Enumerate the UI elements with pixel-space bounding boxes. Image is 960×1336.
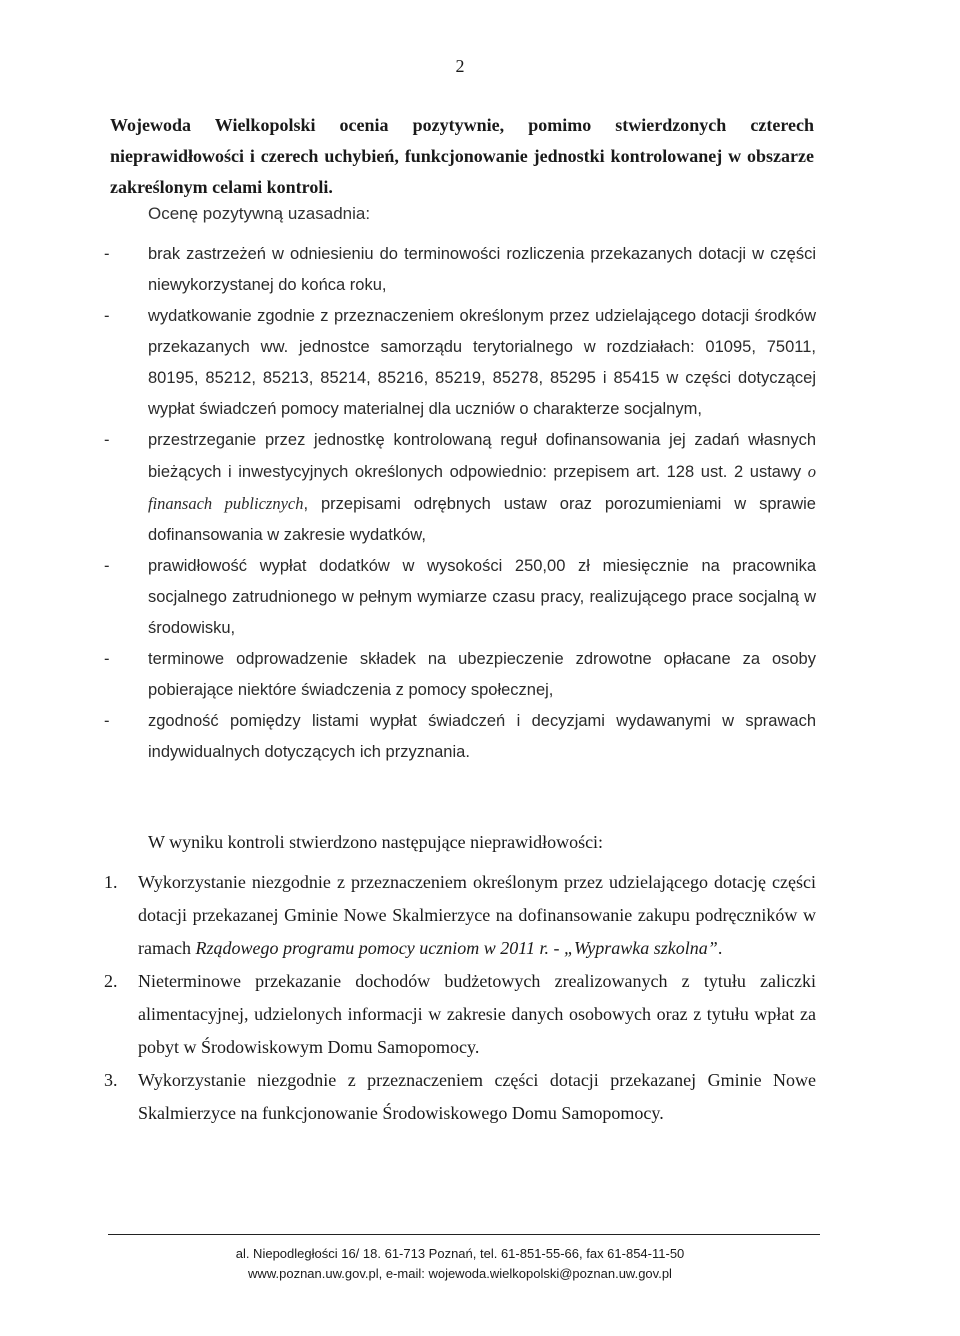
finding-item xyxy=(100,1064,816,1130)
finding-text: Wykorzystanie niezgodnie z przeznaczeniem określonym przez udzielającego dotację części dotacji przekazanej Gminie Nowe Skalmierzyce na dofinansowanie zakupu podręczników w ramach xyxy=(138,872,816,958)
finding-text: Nieterminowe przekazanie dochodów budżetowych zrealizowanych z tytułu zaliczki alimentacyjnej, udzielonych informacji w zakresie danych osobowych oraz z tytułu wpłat za pobyt w Środowiskowym Domu Samopomocy. xyxy=(138,971,816,1057)
finding-number: 3. xyxy=(104,1070,118,1090)
list-item xyxy=(100,706,816,768)
findings-list xyxy=(100,866,816,1130)
list-item-text: wydatkowanie zgodnie z przeznaczeniem określonym przez udzielającego dotacji środków przekazanych ww. jednostce samorządu terytorialnego w rozdziałach: 01095, 75011, 80195, 85212, 85213, 85214, 85216, 85219, 85278, 85295 i 85415 w części dotyczącej wypłat świadczeń pomocy materialnej dla uczniów o charakterze socjalnym, xyxy=(148,307,816,418)
bullet-dash: - xyxy=(104,650,110,668)
list-item-text: , przepisami odrębnych ustaw oraz porozumieniami w sprawie dofinansowania w zakresie wydatków, xyxy=(148,495,816,544)
program-title: Rządowego programu pomocy uczniom w 2011 r. - „Wyprawka szkolna” xyxy=(195,938,718,958)
footer xyxy=(0,1244,920,1284)
footer-divider xyxy=(108,1234,820,1235)
list-item-text: zgodność pomiędzy listami wypłat świadczeń i decyzjami wydawanymi w sprawach indywidualnych dotyczących ich przyznania. xyxy=(148,712,816,761)
finding-number: 2. xyxy=(104,971,118,991)
footer-address: al. Niepodległości 16/ 18. 61-713 Poznań, tel. 61-851-55-66, fax 61-854-11-50 xyxy=(235,1246,685,1261)
finding-number: 1. xyxy=(104,872,118,892)
finding-item xyxy=(100,965,816,1064)
statute-title: o finansach publicznych xyxy=(148,462,816,513)
list-item-text: przestrzeganie przez jednostkę kontrolowaną reguł dofinansowania jej zadań własnych bieżących i inwestycyjnych określonych odpowiednio: przepisem art. 128 ust. 2 ustawy xyxy=(148,431,816,481)
list-item xyxy=(100,551,816,644)
finding-item xyxy=(100,866,816,965)
list-item-text: brak zastrzeżeń w odniesieniu do terminowości rozliczenia przekazanych dotacji w części niewykorzystanej do końca roku, xyxy=(148,245,816,294)
list-item-text: terminowe odprowadzenie składek na ubezpieczenie zdrowotne opłacane za osoby pobierające niektóre świadczenia z pomocy społecznej, xyxy=(148,650,816,699)
list-item-text: prawidłowość wypłat dodatków w wysokości 250,00 zł miesięcznie na pracownika socjalnego zatrudnionego w pełnym wymiarze czasu pracy, realizującego prace socjalną w środowisku, xyxy=(148,557,816,637)
list-item xyxy=(100,644,816,706)
footer-contact: www.poznan.uw.gov.pl, e-mail: wojewoda.wielkopolski@poznan.uw.gov.pl xyxy=(248,1266,672,1281)
bullet-dash: - xyxy=(104,307,110,325)
bullet-dash: - xyxy=(104,431,110,449)
page-number: 2 xyxy=(455,56,465,76)
list-item xyxy=(100,301,816,425)
assessment-list xyxy=(100,239,816,768)
intro-paragraph: Wojewoda Wielkopolski ocenia pozytywnie, pomimo stwierdzonych czterech nieprawidłowości i czerech uchybień, funkcjonowanie jednostki kontrolowanej w obszarze zakreślonym celami kontroli. xyxy=(110,115,814,197)
bullet-dash: - xyxy=(104,557,110,575)
bullet-dash: - xyxy=(104,712,110,730)
bullet-dash: - xyxy=(104,245,110,263)
list-item xyxy=(100,425,816,551)
finding-text: . xyxy=(717,938,723,958)
finding-text: Wykorzystanie niezgodnie z przeznaczeniem części dotacji przekazanej Gminie Nowe Skalmierzyce na funkcjonowanie Środowiskowego Domu Samopomocy. xyxy=(138,1070,816,1123)
findings-heading: W wyniku kontroli stwierdzono następujące nieprawidłowości: xyxy=(148,832,604,852)
list-item xyxy=(100,239,816,301)
assessment-heading: Ocenę pozytywną uzasadnia: xyxy=(148,204,371,223)
